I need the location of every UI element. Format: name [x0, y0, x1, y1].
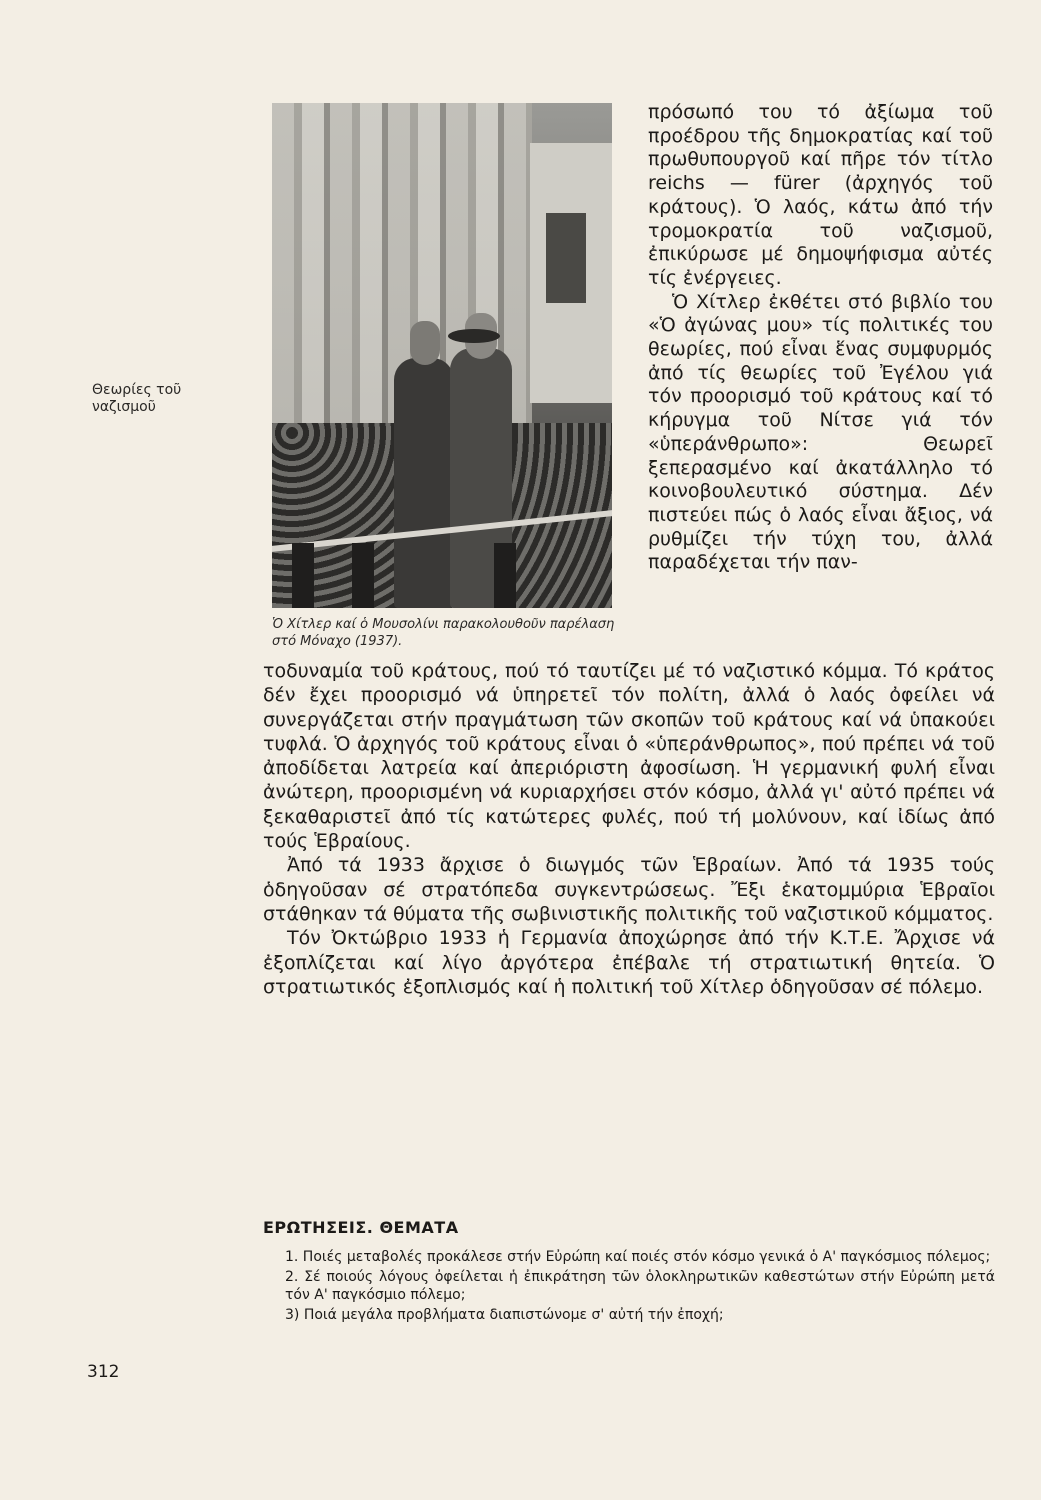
body-text [263, 659, 995, 999]
photo-head-left [410, 321, 440, 365]
photo-figure-left [394, 358, 454, 608]
historical-photo [272, 103, 612, 608]
paragraph: τοδυναμία τοῦ κράτους, πού τό ταυτίζει μέ τό ναζιστικό κόμμα. Τό κράτος δέν ἔχει προορισμό νά ὑπηρετεῖ τόν πολίτη, ἀλλά ὁ λαός ὀφείλει νά συνεργάζεται στήν πραγμάτωση τῶν σκοπῶν τοῦ κράτους καί νά ὑπακούει τυφλά. Ὁ ἀρχηγός τοῦ κράτους εἶναι ὁ «ὑπεράνθρωπος», πού πρέπει νά τοῦ ἀποδίδεται λατρεία καί ἀπεριόριστη ἀφοσίωση. Ἡ γερμανική φυλή εἶναι ἀνώτερη, προορισμένη νά κυριαρχήσει στόν κόσμο, ἀλλά γι' αὐτό πρέπει νά ξεκαθαριστεῖ ἀπό τίς κατώτερες φυλές, πού τή μολύνουν, καί ἰδίως ἀπό τούς Ἑβραίους. [263, 660, 995, 853]
questions-heading: ΕΡΩΤΗΣΕΙΣ. ΘΕΜΑΤΑ [263, 1218, 459, 1237]
right-column-text [648, 101, 993, 575]
photo-cap [448, 329, 500, 343]
question-item: 3) Ποιά μεγάλα προβλήματα διαπιστώνομε σ' αὐτή τήν ἐποχή; [285, 1306, 724, 1323]
questions-list [285, 1248, 995, 1325]
photo-post [292, 543, 314, 608]
question-item: 1. Ποιές μεταβολές προκάλεσε στήν Εὐρώπη καί ποιές στόν κόσμο γενικά ὁ Α' παγκόσμιος πόλεμος; [285, 1249, 991, 1265]
photo-post [352, 543, 374, 608]
paragraph: Ἀπό τά 1933 ἄρχισε ὁ διωγμός τῶν Ἑβραίων. Ἀπό τά 1935 τούς ὁδηγοῦσαν σέ στρατόπεδα συγκεντρώσεως. Ἔξι ἑκατομμύρια Ἑβραῖοι στάθηκαν τά θύματα τῆς σωβινιστικῆς πολιτικῆς τοῦ ναζιστικοῦ κόμματος. [263, 854, 995, 925]
page-number: 312 [87, 1362, 120, 1382]
paragraph: Τόν Ὀκτώβριο 1933 ἡ Γερμανία ἀποχώρησε ἀπό τήν Κ.Τ.Ε. Ἄρχισε νά ἐξοπλίζεται καί λίγο ἀργότερα ἐπέβαλε τή στρατιωτική θητεία. Ὁ στρατιωτικός ἐξοπλισμός καί ἡ πολιτική τοῦ Χίτλερ ὁδηγοῦσαν σέ πόλεμο. [263, 927, 995, 998]
photo-window [530, 143, 612, 403]
question-item: 2. Σέ ποιούς λόγους ὀφείλεται ἡ ἐπικράτηση τῶν ὁλοκληρωτικῶν καθεστώτων στήν Εὐρώπη μετά τόν Α' παγκόσμιο πόλεμο; [285, 1268, 995, 1303]
margin-note: Θεωρίες τοῦ ναζισμοῦ [92, 382, 182, 415]
paragraph: Ὁ Χίτλερ ἐκθέτει στό βιβλίο του «Ὁ ἀγώνας μου» τίς πολιτικές του θεωρίες, πού εἶναι ἕνας συμφυρμός ἀπό τίς θεωρίες τοῦ Ἐγέλου γιά τόν προορισμό τοῦ κράτους καί τό κήρυγμα τοῦ Νίτσε γιά τόν «ὑπεράνθρωπο»: Θεωρεῖ ξεπερασμένο καί ἀκατάλληλο τό κοινοβουλευτικό σύστημα. Δέν πιστεύει πώς ὁ λαός εἶναι ἄξιος, νά ρυθμίζει τήν τύχη του, ἀλλά παραδέχεται τήν παν- [648, 290, 993, 574]
photo-post [494, 543, 516, 608]
paragraph: πρόσωπό του τό ἀξίωμα τοῦ προέδρου τῆς δημοκρατίας καί τοῦ πρωθυπουργοῦ καί πῆρε τόν τίτλο reichs — fürer (ἀρχηγός τοῦ κράτους). Ὁ λαός, κάτω ἀπό τήν τρομοκρατία τοῦ ναζισμοῦ, ἐπικύρωσε μέ δημοψήφισμα αὐτές τίς ἐνέργειες. [648, 101, 993, 289]
photo-caption: Ὁ Χίτλερ καί ὁ Μουσολίνι παρακολουθοῦν παρέλαση στό Μόναχο (1937). [272, 617, 615, 649]
